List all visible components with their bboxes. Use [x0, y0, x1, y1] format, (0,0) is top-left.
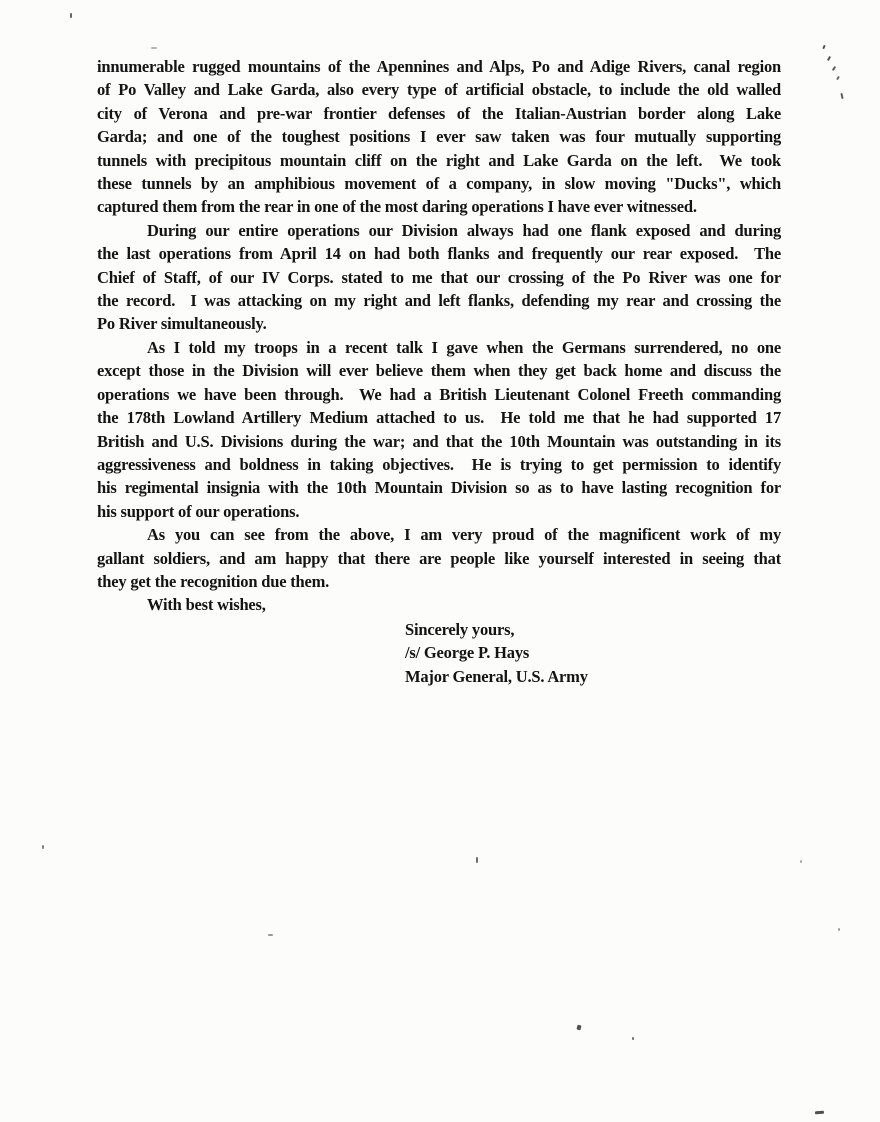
scan-speck	[815, 1111, 824, 1115]
letter-line: Garda; and one of the toughest positions I ever saw taken was four mutually supporting	[97, 127, 781, 147]
letter-line: operations we have been through. We had a British Lieutenant Colonel Freeth commanding	[97, 384, 781, 404]
letter-line: his regimental insignia with the 10th Mountain Division so as to have lasting recognition for	[97, 478, 781, 498]
letter-line: gallant soldiers, and am happy that there are people like yourself interested in seeing that	[97, 548, 781, 568]
scan-speck	[822, 45, 826, 49]
letter-line: British and U.S. Divisions during the war; and that the 10th Mountain was outstanding in its	[97, 431, 781, 451]
letter-body	[97, 55, 781, 688]
letter-line: captured them from the rear in one of the most daring operations I have ever witnessed.	[97, 197, 697, 217]
letter-paragraph	[97, 336, 781, 523]
scan-speck	[42, 845, 44, 849]
letter-line: they get the recognition due them.	[97, 571, 330, 591]
letter-line: his support of our operations.	[97, 501, 300, 521]
letter-line: the last operations from April 14 on had both flanks and frequently our rear exposed. The	[97, 244, 781, 264]
scan-speck	[151, 47, 157, 49]
letter-paragraph	[97, 55, 781, 219]
letter-line: aggressiveness and boldness in taking objectives. He is trying to get permission to identify	[97, 454, 781, 474]
scan-speck	[268, 934, 273, 936]
letter-line: During our entire operations our Division always had one flank exposed and during	[147, 220, 781, 240]
scan-speck	[70, 13, 72, 18]
letter-line: the 178th Lowland Artillery Medium attached to us. He told me that he had supported 17	[97, 408, 781, 428]
scan-speck	[840, 93, 843, 99]
scan-speck	[476, 857, 478, 863]
closing-sincerely: Sincerely yours,	[405, 619, 515, 639]
scan-speck	[827, 56, 831, 61]
scan-speck	[800, 860, 802, 863]
signature-name: /s/ George P. Hays	[405, 643, 530, 663]
letter-line: tunnels with precipitous mountain cliff on the right and Lake Garda on the left. We took	[97, 150, 781, 170]
letter-line: city of Verona and pre-war frontier defenses of the Italian-Austrian border along Lake	[97, 103, 781, 123]
letter-paragraph	[97, 219, 781, 336]
letter-line: the record. I was attacking on my right and left flanks, defending my rear and crossing the	[97, 291, 781, 311]
letter-paragraph	[97, 593, 781, 616]
letter-line: these tunnels by an amphibious movement of a company, in slow moving "Ducks", which	[97, 174, 781, 194]
letter-line: Po River simultaneously.	[97, 314, 267, 334]
scan-speck	[632, 1037, 634, 1040]
letter-line: As I told my troops in a recent talk I gave when the Germans surrendered, no one	[147, 337, 781, 357]
letter-line: innumerable rugged mountains of the Apennines and Alps, Po and Adige Rivers, canal region	[97, 57, 781, 76]
letter-line: of Po Valley and Lake Garda, also every type of artificial obstacle, to include the old walled	[97, 80, 781, 100]
signer-title: Major General, U.S. Army	[405, 666, 588, 686]
signature-block	[405, 618, 781, 688]
letter-line: except those in the Division will ever believe them when they get back home and discuss the	[97, 361, 781, 381]
letter-line: As you can see from the above, I am very proud of the magnificent work of my	[147, 525, 781, 545]
letter-line: With best wishes,	[147, 595, 266, 615]
scan-speck	[832, 66, 837, 71]
scan-speck	[838, 928, 840, 931]
scan-speck	[576, 1025, 581, 1031]
letter-line: Chief of Staff, of our IV Corps. stated to me that our crossing of the Po River was one for	[97, 267, 781, 287]
scan-speck	[836, 76, 840, 80]
letter-paragraph	[97, 523, 781, 593]
